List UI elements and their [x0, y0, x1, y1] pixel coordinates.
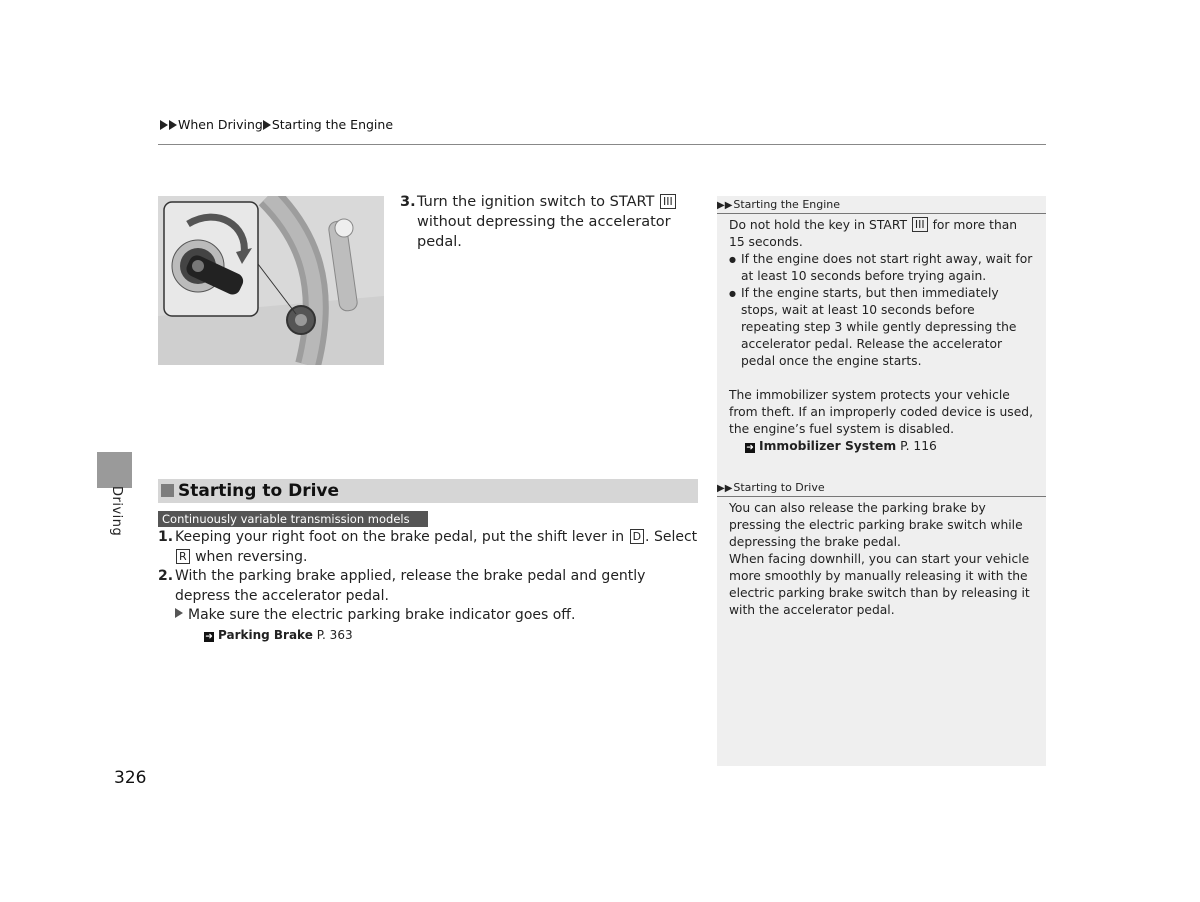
reference-arrow-icon: ➜ — [205, 631, 213, 642]
reference-page: P. 363 — [316, 627, 353, 642]
breadcrumb-item[interactable]: Starting the Engine — [271, 117, 394, 132]
note-bullet: ● If the engine starts, but then immediately stops, wait at least 10 seconds before repeating step 3 while gently depressing the accelerator pedal. Release the accelerator pedal once the engine starts. — [729, 285, 1035, 370]
sub-step — [158, 606, 698, 626]
note-paragraph: The immobilizer system protects your vehicle from theft. If an improperly coded device is used, the engine’s fuel system is disabled. — [729, 388, 1033, 436]
note-heading — [717, 479, 1046, 497]
note-paragraph: You can also release the parking brake by pressing the electric parking brake switch while depressing the brake pedal. — [729, 501, 1023, 549]
reference-arrow-icon: ➜ — [746, 443, 754, 453]
step-3 — [400, 192, 700, 252]
cross-reference[interactable] — [158, 626, 698, 644]
sub-arrow-icon — [175, 608, 183, 618]
step-text: Keeping your right foot on the brake pedal, put the shift lever in — [175, 529, 625, 545]
key-position-badge: III — [660, 194, 676, 209]
note-2-body — [729, 500, 1035, 619]
gear-d-badge: D — [630, 529, 644, 544]
note-heading — [717, 196, 1046, 214]
note-1-body — [729, 217, 1035, 455]
note-text: for more than 15 seconds. — [729, 218, 1018, 249]
step-text: without depressing the accelerator pedal. — [417, 214, 671, 250]
sub-step-text: Make sure the electric parking brake indicator goes off. — [188, 607, 576, 623]
reference-title[interactable]: Parking Brake — [218, 627, 313, 642]
step-number: 2. — [158, 568, 174, 584]
step-2 — [158, 567, 698, 606]
ignition-illustration — [158, 196, 384, 365]
step-text: Turn the ignition switch to START — [417, 194, 655, 210]
page-number: 326 — [114, 768, 147, 788]
note-text: Do not hold the key in START — [729, 218, 907, 232]
chapter-label-text: Driving — [109, 486, 124, 537]
key-position-badge: III — [912, 217, 928, 232]
breadcrumb-arrow-icon — [263, 120, 271, 130]
header-divider — [158, 144, 1046, 145]
drive-steps — [158, 528, 698, 644]
breadcrumb-item[interactable]: When Driving — [178, 117, 263, 132]
step-number: 1. — [158, 529, 174, 545]
model-tag: Continuously variable transmission models — [158, 511, 428, 527]
note-marker-icon: ▶▶ — [717, 200, 733, 211]
chapter-label — [104, 486, 124, 546]
cross-reference[interactable] — [729, 438, 1035, 455]
reference-title[interactable]: Immobilizer System — [759, 439, 897, 453]
step-1 — [158, 528, 698, 567]
step-text: when reversing. — [195, 548, 308, 565]
section-square-icon — [161, 484, 174, 497]
gear-r-badge: R — [176, 549, 190, 564]
note-paragraph: When facing downhill, you can start your vehicle more smoothly by manually releasing it with the electric parking brake switch than by releasing it with the accelerator pedal. — [729, 552, 1030, 617]
breadcrumb-arrow-icon — [160, 120, 168, 130]
note-bullet: ● If the engine does not start right away, wait for at least 10 seconds before trying again. — [729, 251, 1035, 285]
section-title: Starting to Drive — [178, 481, 340, 501]
chapter-tab — [97, 452, 132, 488]
note-marker-icon: ▶▶ — [717, 483, 733, 494]
breadcrumb — [160, 116, 393, 132]
note-heading-text: Starting the Engine — [733, 198, 841, 211]
reference-page: P. 116 — [900, 439, 937, 453]
note-heading-text: Starting to Drive — [733, 481, 825, 494]
step-number: 3. — [400, 194, 416, 210]
step-text: . Select — [645, 529, 698, 545]
step-text: With the parking brake applied, release the brake pedal and gently depress the accelerator pedal. — [175, 568, 646, 604]
ignition-drawing — [158, 196, 384, 365]
breadcrumb-arrow-icon — [169, 120, 177, 130]
